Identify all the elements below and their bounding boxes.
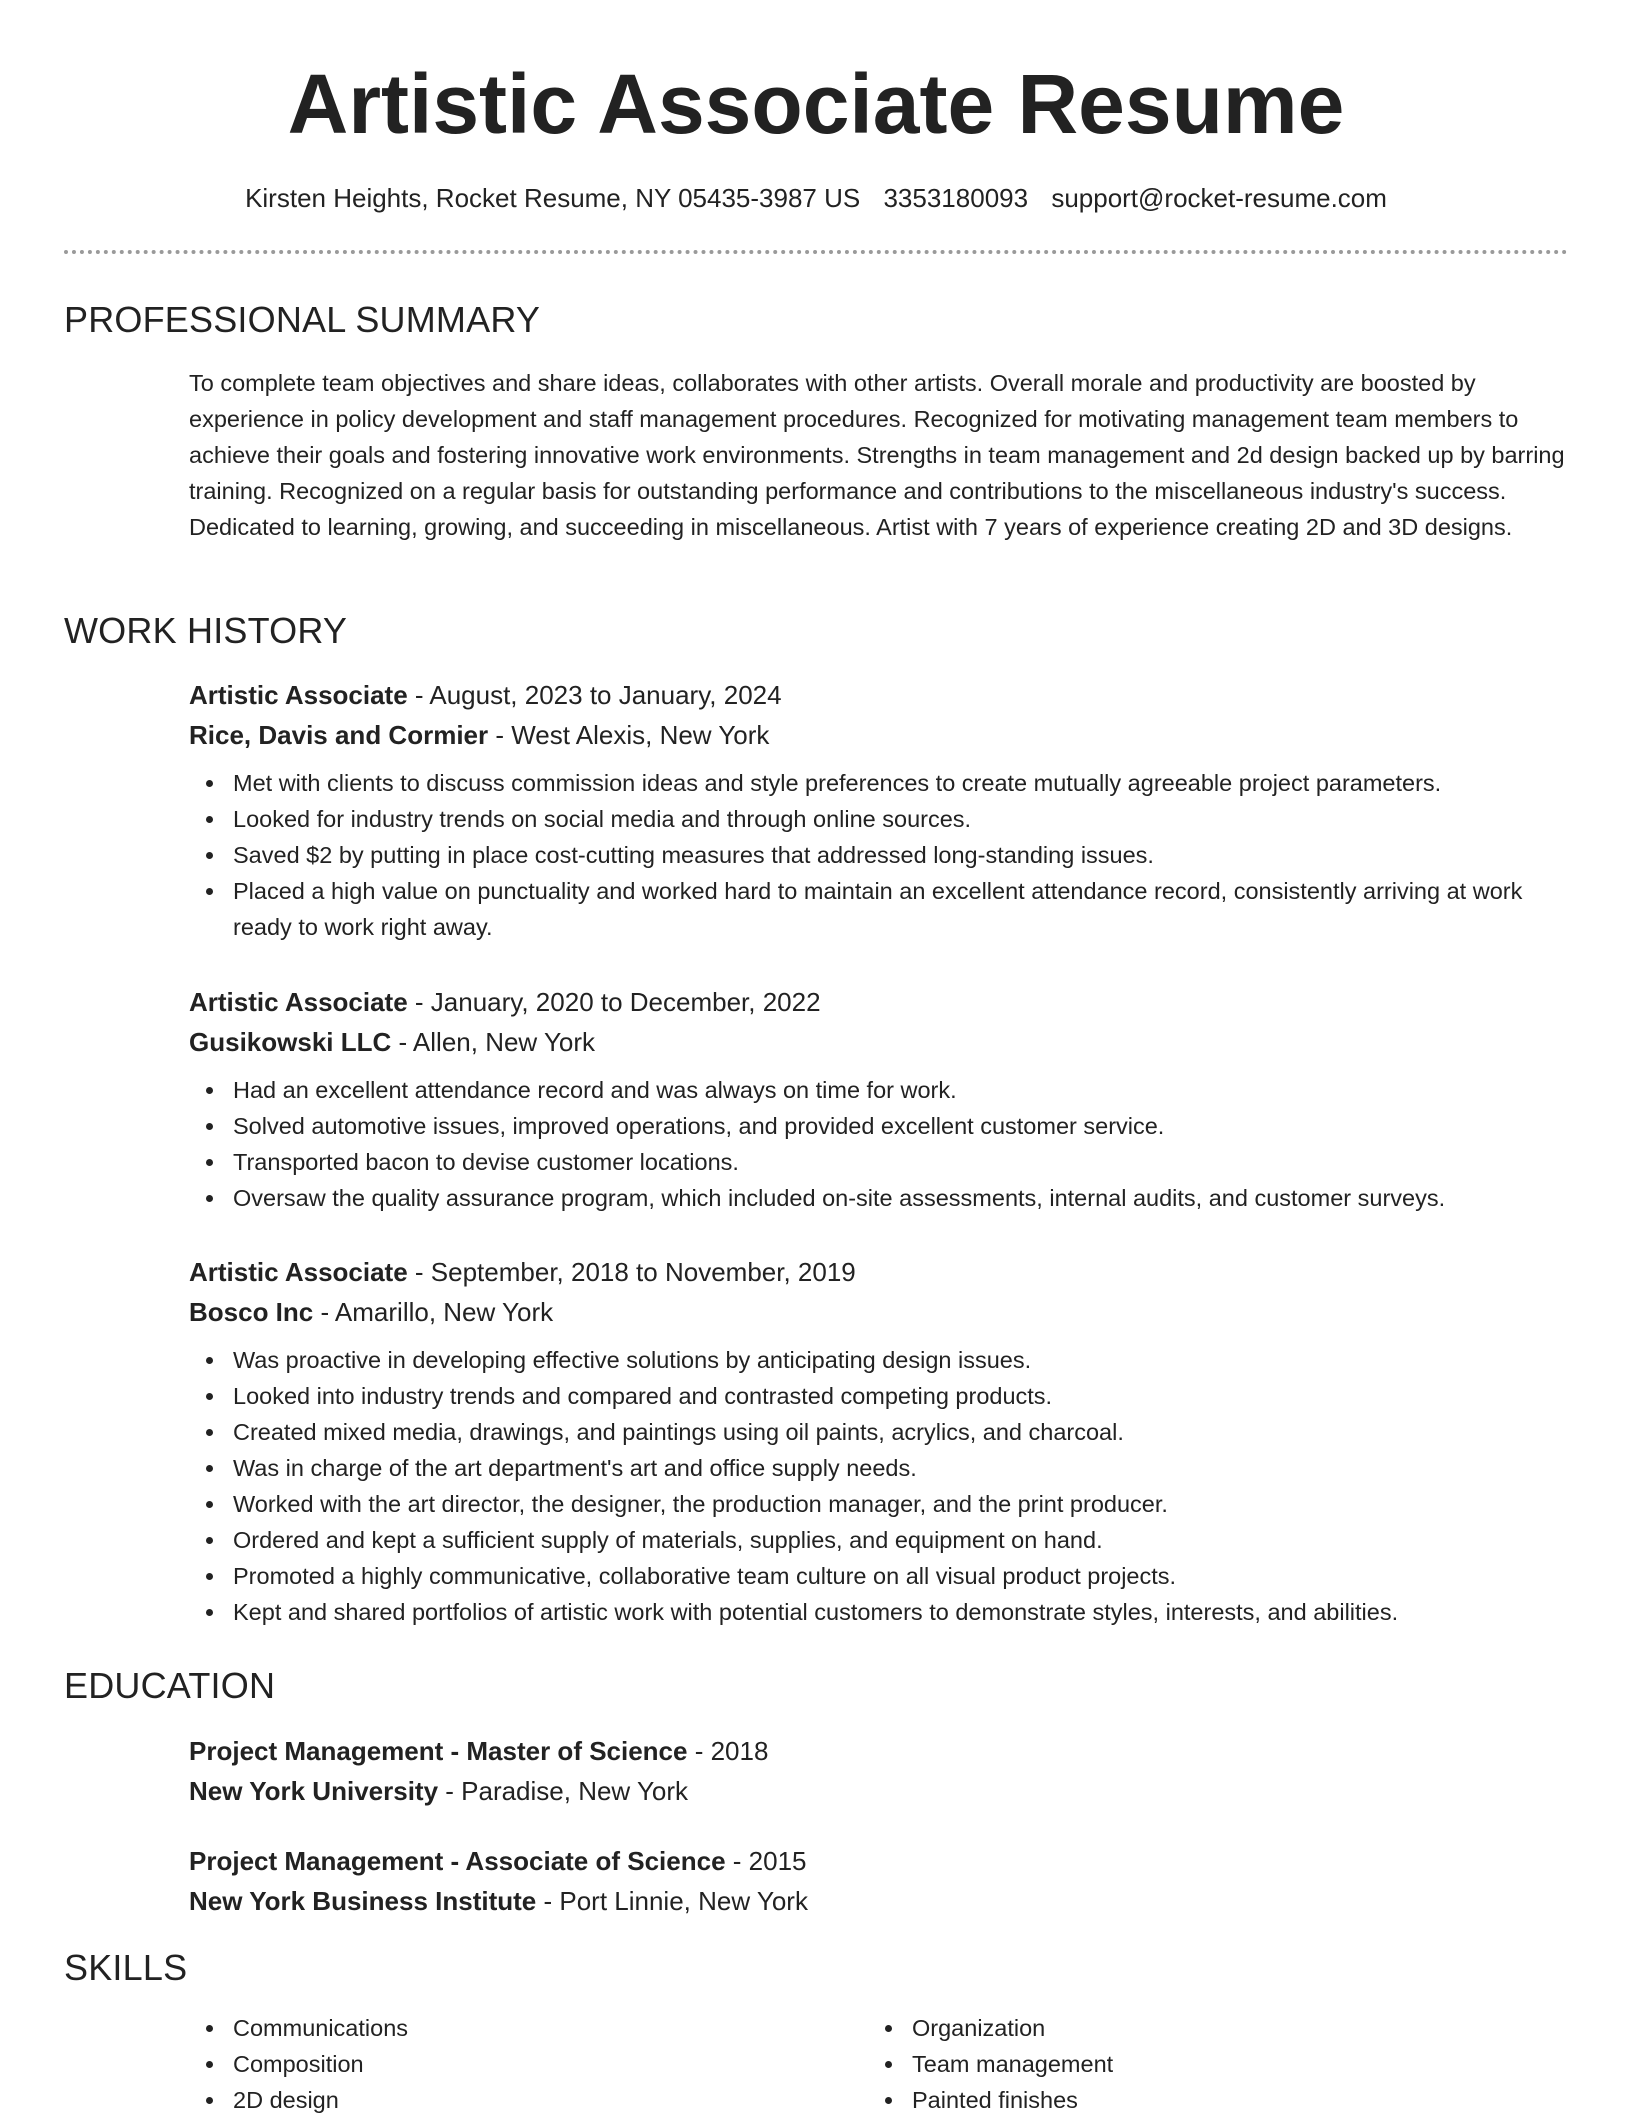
job-company: Bosco Inc bbox=[189, 1297, 314, 1327]
work-history-heading: WORK HISTORY bbox=[64, 610, 348, 651]
job-title-line bbox=[189, 982, 1579, 1022]
school-location: - Paradise, New York bbox=[438, 1776, 689, 1806]
job-location: - Allen, New York bbox=[391, 1027, 596, 1057]
job-bullets bbox=[189, 1072, 1579, 1216]
skill-item: Composition bbox=[233, 2046, 408, 2082]
education-entry bbox=[189, 1841, 1579, 1921]
job-company-line bbox=[189, 1022, 1579, 1062]
job-bullet: Looked for industry trends on social media and through online sources. bbox=[233, 801, 1579, 837]
job-bullet: Created mixed media, drawings, and paintings using oil paints, acrylics, and charcoal. bbox=[233, 1414, 1579, 1450]
skill-item: Team management bbox=[912, 2046, 1113, 2082]
contact-phone: 3353180093 bbox=[883, 183, 1029, 213]
degree-year: - 2018 bbox=[687, 1736, 769, 1766]
education-entry bbox=[189, 1731, 1579, 1811]
job-bullet: Worked with the art director, the designer, the production manager, and the print producer. bbox=[233, 1486, 1579, 1522]
job-entry bbox=[189, 1252, 1579, 1630]
job-bullet: Was in charge of the art department's art and office supply needs. bbox=[233, 1450, 1579, 1486]
skills-column-right bbox=[868, 2010, 1113, 2118]
degree-line bbox=[189, 1731, 1579, 1771]
job-dates: - September, 2018 to November, 2019 bbox=[407, 1257, 856, 1287]
header-divider bbox=[64, 250, 1568, 254]
job-bullet: Saved $2 by putting in place cost-cutting measures that addressed long-standing issues. bbox=[233, 837, 1579, 873]
school-name: New York Business Institute bbox=[189, 1886, 537, 1916]
job-bullet: Solved automotive issues, improved operations, and provided excellent customer service. bbox=[233, 1108, 1579, 1144]
job-bullet: Had an excellent attendance record and was always on time for work. bbox=[233, 1072, 1579, 1108]
skill-item: 2D design bbox=[233, 2082, 408, 2118]
job-company: Rice, Davis and Cormier bbox=[189, 720, 489, 750]
job-bullets bbox=[189, 765, 1579, 945]
skills-heading: SKILLS bbox=[64, 1947, 188, 1988]
job-bullet: Transported bacon to devise customer locations. bbox=[233, 1144, 1579, 1180]
school-name: New York University bbox=[189, 1776, 439, 1806]
job-location: - West Alexis, New York bbox=[488, 720, 770, 750]
job-company-line bbox=[189, 1292, 1579, 1332]
degree-title: Project Management - Master of Science bbox=[189, 1736, 688, 1766]
job-location: - Amarillo, New York bbox=[313, 1297, 554, 1327]
job-dates: - August, 2023 to January, 2024 bbox=[407, 680, 782, 710]
job-title-line bbox=[189, 1252, 1579, 1292]
job-bullet: Was proactive in developing effective solutions by anticipating design issues. bbox=[233, 1342, 1579, 1378]
school-line bbox=[189, 1881, 1579, 1921]
degree-year: - 2015 bbox=[725, 1846, 807, 1876]
job-dates: - January, 2020 to December, 2022 bbox=[407, 987, 821, 1017]
school-line bbox=[189, 1771, 1579, 1811]
degree-line bbox=[189, 1841, 1579, 1881]
summary-heading: PROFESSIONAL SUMMARY bbox=[64, 299, 541, 340]
skill-item: Communications bbox=[233, 2010, 408, 2046]
job-bullet: Looked into industry trends and compared and contrasted competing products. bbox=[233, 1378, 1579, 1414]
job-entry bbox=[189, 675, 1579, 945]
job-title: Artistic Associate bbox=[189, 680, 408, 710]
job-title-line bbox=[189, 675, 1579, 715]
school-location: - Port Linnie, New York bbox=[536, 1886, 808, 1916]
job-company-line bbox=[189, 715, 1579, 755]
education-heading: EDUCATION bbox=[64, 1665, 276, 1706]
degree-title: Project Management - Associate of Science bbox=[189, 1846, 726, 1876]
job-bullets bbox=[189, 1342, 1579, 1630]
skill-item: Organization bbox=[912, 2010, 1113, 2046]
job-bullet: Kept and shared portfolios of artistic work with potential customers to demonstrate styles, interests, and abilities. bbox=[233, 1594, 1579, 1630]
contact-email: support@rocket-resume.com bbox=[1051, 183, 1387, 213]
job-title: Artistic Associate bbox=[189, 1257, 408, 1287]
skills-column-left bbox=[189, 2010, 408, 2118]
job-bullet: Placed a high value on punctuality and worked hard to maintain an excellent attendance record, consistently arriving at work ready to work right away. bbox=[233, 873, 1579, 945]
contact-address: Kirsten Heights, Rocket Resume, NY 05435-3987 US bbox=[245, 183, 861, 213]
job-bullet: Oversaw the quality assurance program, which included on-site assessments, internal audits, and customer surveys. bbox=[233, 1180, 1579, 1216]
job-entry bbox=[189, 982, 1579, 1216]
contact-line bbox=[0, 178, 1632, 218]
job-bullet: Promoted a highly communicative, collaborative team culture on all visual product projects. bbox=[233, 1558, 1579, 1594]
resume-title: Artistic Associate Resume bbox=[287, 57, 1345, 151]
summary-text: To complete team objectives and share ideas, collaborates with other artists. Overall morale and productivity are boosted by experience in policy development and staff management procedures. Recognized for motivating management team members to achieve their goals and fostering innovative work environments. Strengths in team management and 2d design backed up by barring training. Recognized on a regular basis for outstanding performance and contributions to the miscellaneous industry's success. Dedicated to learning, growing, and succeeding in miscellaneous. Artist with 7 years of experience creating 2D and 3D designs. bbox=[189, 370, 1565, 540]
skill-item: Painted finishes bbox=[912, 2082, 1113, 2118]
job-bullet: Met with clients to discuss commission ideas and style preferences to create mutually agreeable project parameters. bbox=[233, 765, 1579, 801]
job-title: Artistic Associate bbox=[189, 987, 408, 1017]
job-company: Gusikowski LLC bbox=[189, 1027, 392, 1057]
job-bullet: Ordered and kept a sufficient supply of materials, supplies, and equipment on hand. bbox=[233, 1522, 1579, 1558]
